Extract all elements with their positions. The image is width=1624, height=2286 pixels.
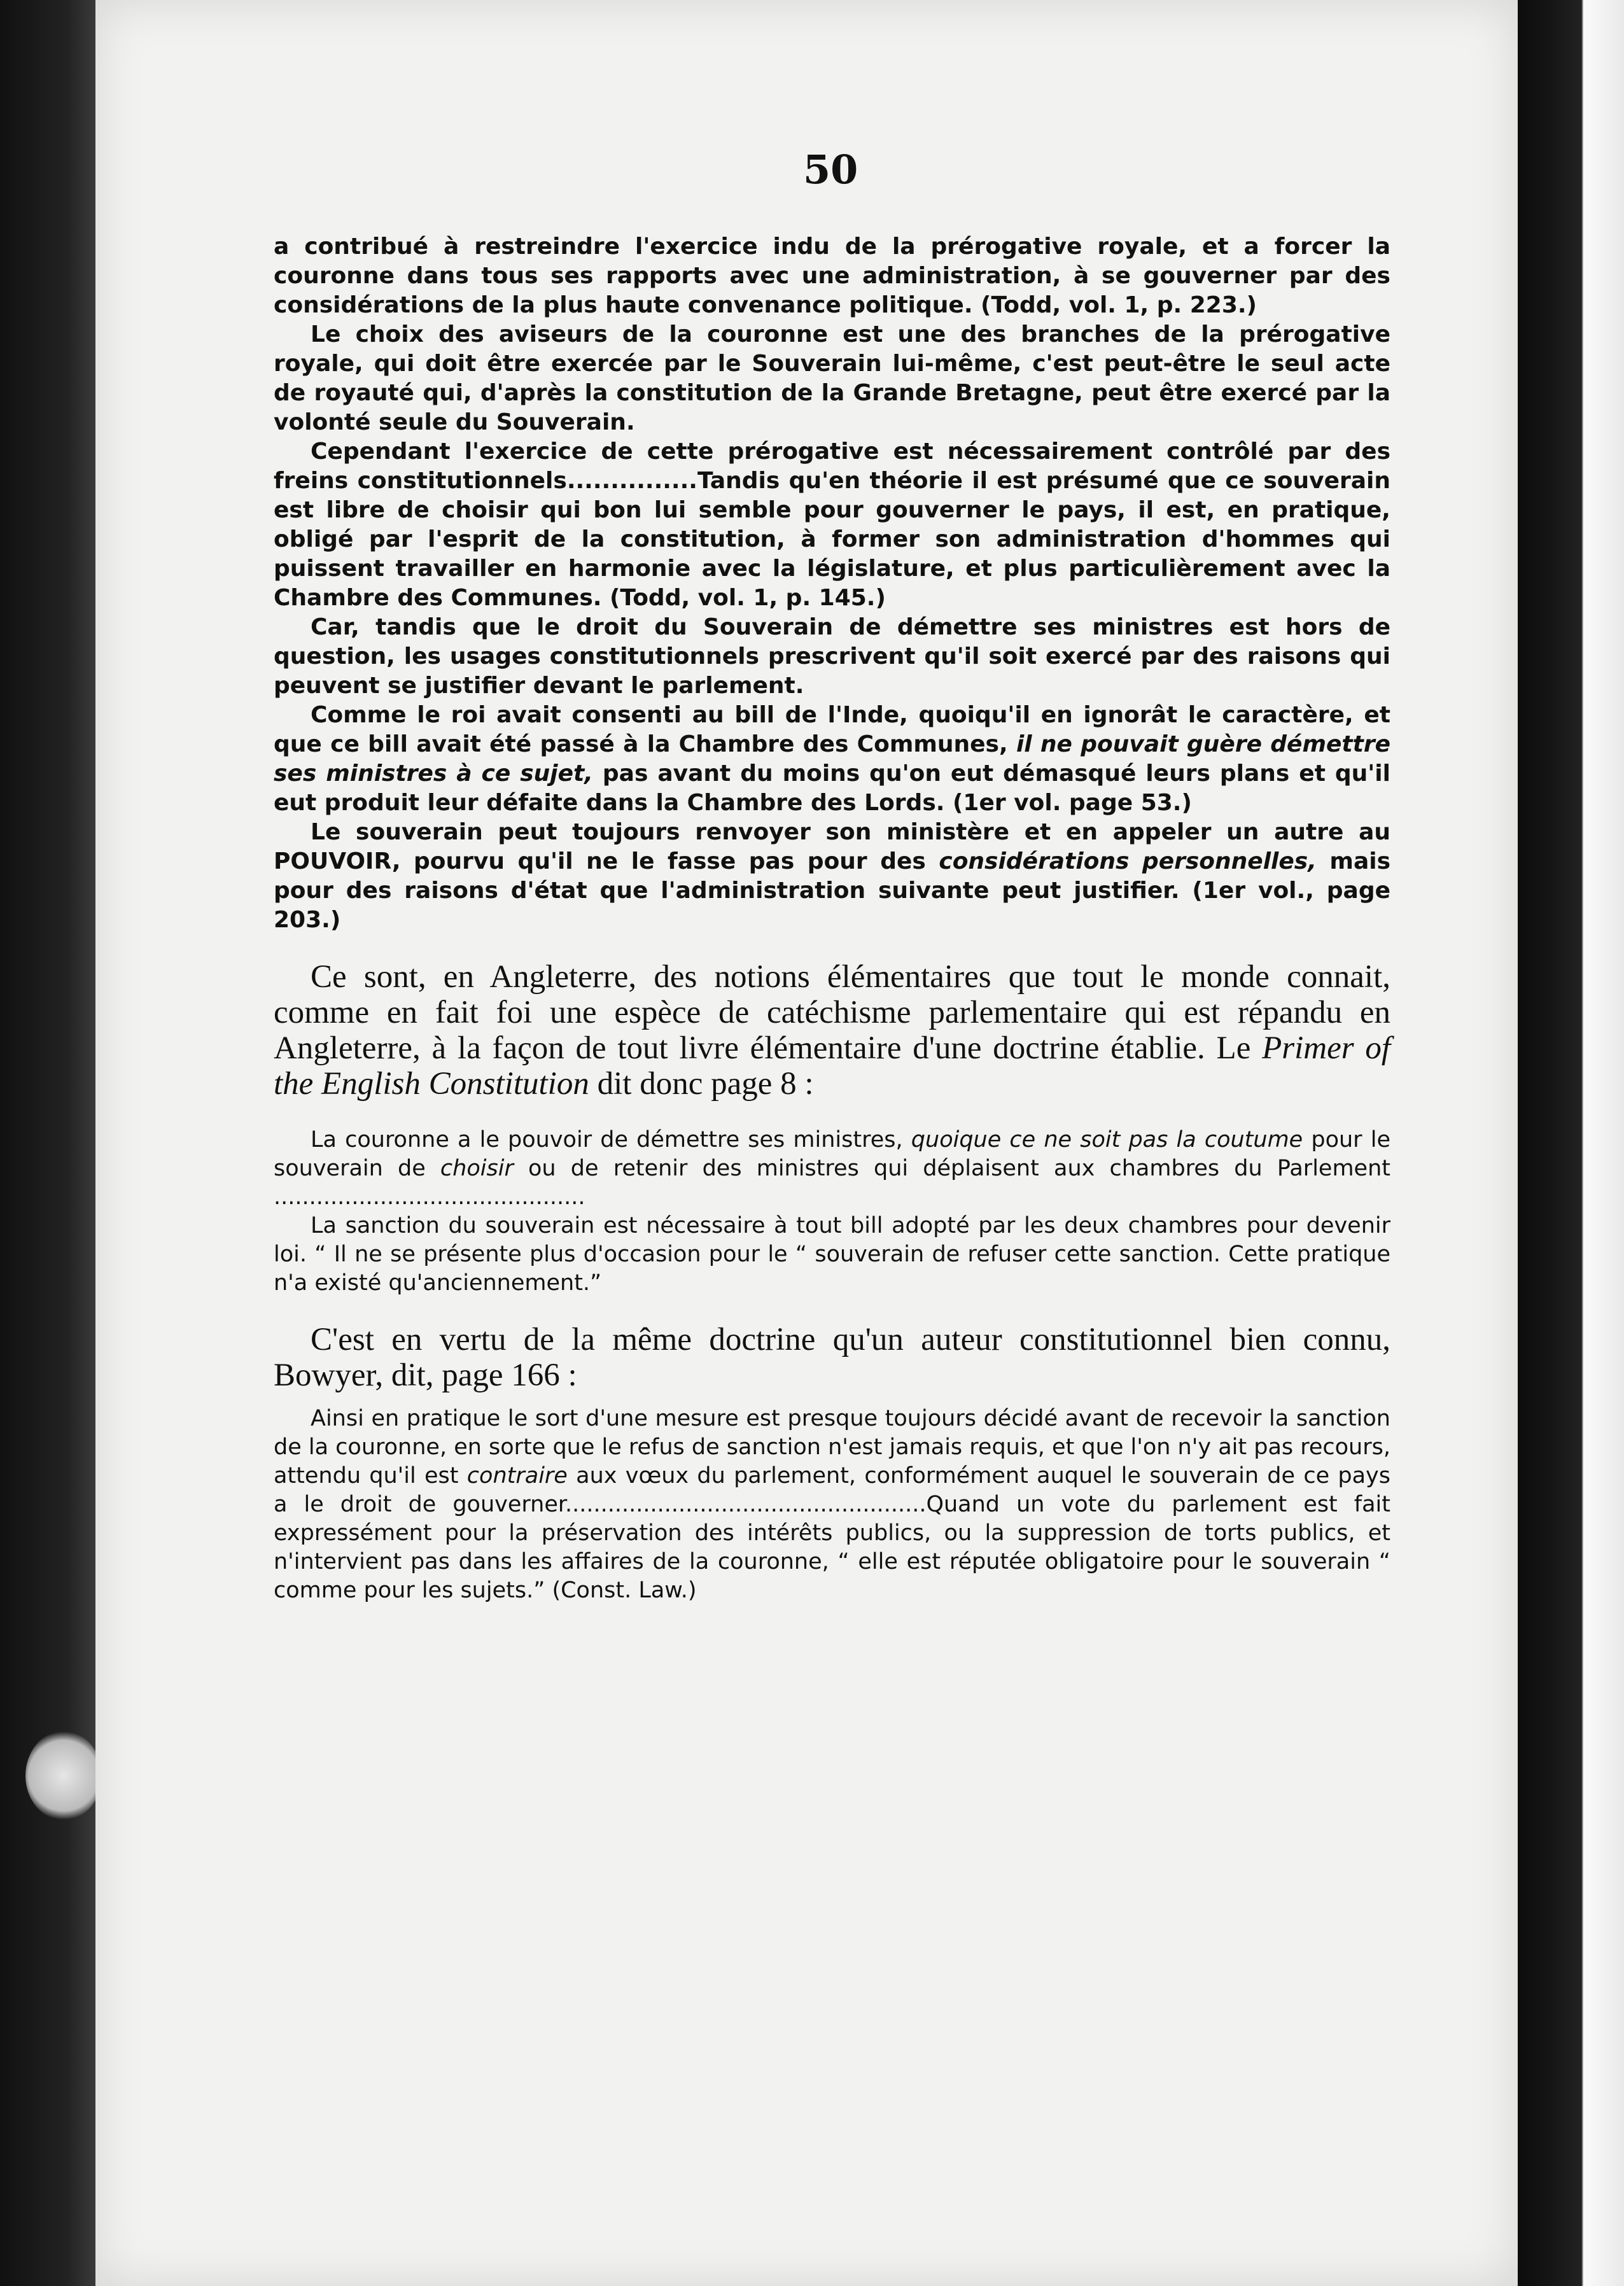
quote-primer-couronne	[274, 1126, 1390, 1212]
spacer	[274, 1298, 1390, 1322]
text-run: Ainsi en pratique le sort d'une mesure est presque toujours décidé avant de recevoir la sanction de la couronne, en sorte que le refus de sanction n'est jamais requis, et que l'on n'y ait pas recours, attendu qu'il est	[274, 1406, 1390, 1489]
paragraph-renvoyer-ministere	[274, 818, 1390, 935]
book-gutter	[1518, 0, 1624, 2286]
paragraph-prerogative-controle: Cependant l'exercice de cette prérogative est nécessairement contrôlé par des freins constitutionnels...............Tandis qu'en théorie il est présumé que ce souverain est libre de choisir qui bon lui semble pour gouverner le pays, il est, en pratique, obligé par l'esprit de la constitution, à former son administration d'hommes qui puissent travailler en harmonie avec la législature, et plus particulièrement avec la Chambre des Communes. (Todd, vol. 1, p. 145.)	[274, 438, 1390, 611]
italic-run: considérations personnelles,	[939, 848, 1317, 874]
paragraph-bill-inde	[274, 701, 1390, 818]
text-run: aux vœux du parlement, conformément auquel le souverain de ce pays a le droit de gouverner...................................................Quand un vote du parlement est fait expressément pour la préservation des intérêts publics, ou la suppression de torts publics, et n'intervient pas dans les affaires de la couronne, “ elle est réputée obligatoire pour le souverain “ comme pour les sujets.” (Const. Law.)	[274, 1463, 1390, 1603]
text-run: Ce sont, en Angleterre, des notions élémentaires que tout le monde connait, comme en fait foi une espèce de catéchisme parlementaire qui est répandu en Angleterre, à la façon de tout livre élémentaire d'une doctrine établie. Le	[274, 959, 1390, 1066]
quote-primer-sanction: La sanction du souverain est nécessaire à tout bill adopté par les deux chambres pour devenir loi. “ Il ne se présente plus d'occasion pour le “ souverain de refuser cette sanction. Cette pratique n'a existé qu'anciennement.”	[274, 1213, 1390, 1296]
text-run: pour le souverain de	[274, 1127, 1390, 1181]
paper-blot	[25, 1731, 102, 1820]
page-body	[274, 232, 1390, 1605]
text-run: La couronne a le pouvoir de démettre ses ministres,	[311, 1127, 911, 1153]
italic-run: choisir	[440, 1156, 514, 1181]
spacer	[274, 1102, 1390, 1126]
italic-run: il ne pouvait guère démettre ses ministres à ce sujet,	[274, 731, 1390, 787]
text-run: Comme le roi avait consenti au bill de l'Inde, quoiqu'il en ignorât le caractère, et que ce bill avait été passé à la Chambre des Communes,	[274, 702, 1390, 757]
text-run: ou de retenir des ministres qui déplaisent aux chambres du Parlement ............................................	[274, 1156, 1390, 1210]
text-run: dit donc page 8 :	[589, 1066, 814, 1102]
book-title: Primer of the English Constitution	[274, 1030, 1390, 1102]
paragraph-droit-demettre: Car, tandis que le droit du Souverain de démettre ses ministres est hors de question, les usages constitutionnels prescrivent qu'il soit exercé par des raisons qui peuvent se justifier devant le parlement.	[274, 614, 1390, 699]
text-run: mais pour des raisons d'état que l'administration suivante peut justifier. (1er vol., page 203.)	[274, 848, 1391, 933]
scan-left-margin	[0, 0, 95, 2286]
spacer	[274, 935, 1390, 959]
narrative-notions-elementaires	[274, 959, 1390, 1102]
italic-run: quoique ce ne soit pas la coutume	[911, 1127, 1303, 1153]
text-run: Le souverain peut toujours renvoyer son ministère et en appeler un autre au POUVOIR, pourvu qu'il ne le fasse pas pour des	[274, 819, 1390, 874]
spacer	[274, 1393, 1390, 1405]
paragraph-todd-1: a contribué à restreindre l'exercice indu de la prérogative royale, et a forcer la couronne dans tous ses rapports avec une administration, à se gouverner par des considérations de la plus haute convenance politique. (Todd, vol. 1, p. 223.)	[274, 234, 1390, 318]
italic-run: contraire	[466, 1463, 568, 1489]
paragraph-choix-aviseurs: Le choix des aviseurs de la couronne est une des branches de la prérogative royale, qui doit être exercée par le Souverain lui-même, c'est peut-être le seul acte de royauté qui, d'après la constitution de la Grande Bretagne, peut être exercé par la volonté seule du Souverain.	[274, 321, 1390, 435]
narrative-bowyer: C'est en vertu de la même doctrine qu'un auteur constitutionnel bien connu, Bowyer, dit, page 166 :	[274, 1322, 1390, 1393]
text-run: pas avant du moins qu'on eut démasqué leurs plans et qu'il eut produit leur défaite dans la Chambre des Lords. (1er vol. page 53.)	[274, 761, 1390, 816]
page-number: 50	[803, 146, 858, 193]
quote-bowyer	[274, 1405, 1390, 1605]
